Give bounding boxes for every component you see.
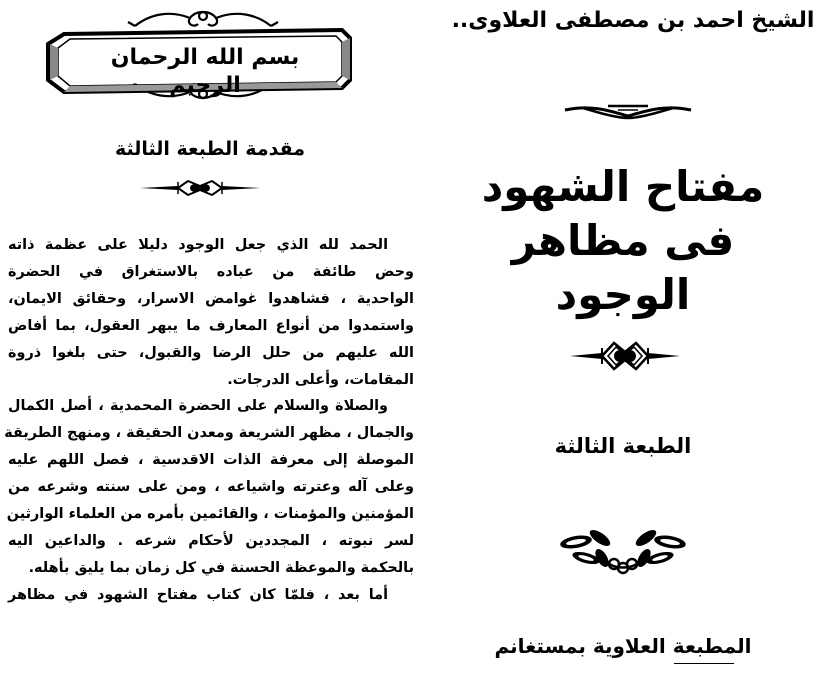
book-title — [450, 160, 796, 322]
text-line: والجمال ، مظهر الشريعة ومعدن الحقيقة ، ومنهج الطريقة — [4, 425, 414, 442]
scroll-divider-icon — [140, 178, 260, 198]
paragraph-3 — [8, 582, 414, 609]
text-line: الموصلة إلى معرفة الذات الاقدسية ، فصل اللهم عليه — [8, 452, 414, 469]
publisher-underline — [674, 663, 734, 664]
text-line: والصلاة والسلام على الحضرة المحمدية ، أصل الكمال — [8, 398, 388, 415]
edition-label: الطبعة الثالثة — [554, 434, 692, 458]
divider-ornament — [140, 178, 260, 202]
book-title-line-1: مفتاح الشهود — [481, 162, 765, 211]
text-line: وعلى آله وعترته واشياعه ، ومن على سنته وشرعه من — [8, 479, 414, 496]
divider-ornament — [570, 338, 680, 378]
wave-ornament — [563, 100, 693, 126]
text-line: لسر نبوته ، المجددين لأحكام شرعه . والداعين اليه — [8, 532, 414, 549]
laurel-ornament — [556, 528, 690, 580]
text-line: الحمد لله الذي جعل الوجود دليلا على عظمة ذاته — [8, 237, 388, 253]
text-line: الله عليهم من حلل الرضا والقبول، حتى بلغوا ذروة — [8, 344, 414, 361]
scroll-divider-icon — [570, 338, 680, 374]
author-name: الشيخ احمد بن مصطفى العلاوى.. — [451, 8, 815, 33]
text-line: المؤمنين والمؤمنات ، والقائمين بأمره من العلماء الوارثين — [6, 506, 414, 523]
text-line: وحض طائفة من عباده بالاستغراق في الحضرة — [8, 263, 414, 280]
text-line: الواحدية ، فشاهدوا غوامض الاسرار، وحقائق الايمان، — [8, 290, 414, 307]
right-page-title — [420, 0, 826, 696]
paragraph-1 — [8, 232, 414, 393]
text-line: أما بعد ، فلمّا كان كتاب مفتاح الشهود في مظاهر — [8, 586, 388, 603]
basmala-cartouche — [40, 4, 366, 104]
text-line: بالحكمة والموعظة الحسنة في كل زمان بما يليق بأهله. — [28, 559, 414, 576]
wave-ornament-icon — [563, 100, 693, 122]
paragraph-2 — [4, 393, 414, 581]
text-line: واستمدوا من أنواع المعارف ما يبهر العقول، بما أفاض — [8, 317, 414, 334]
laurel-leaves-icon — [556, 528, 690, 576]
book-title-line-2: فى مظاهر الوجود — [511, 216, 735, 319]
text-line: المقامات، وأعلى الدرجات. — [227, 371, 414, 388]
publisher-name: المطبعة العلاوية بمستغانم — [494, 634, 752, 658]
introduction-body — [4, 232, 414, 609]
introduction-heading: مقدمة الطبعة الثالثة — [114, 138, 306, 160]
basmala-text: بسم الله الرحمان الرحيم — [110, 45, 300, 98]
